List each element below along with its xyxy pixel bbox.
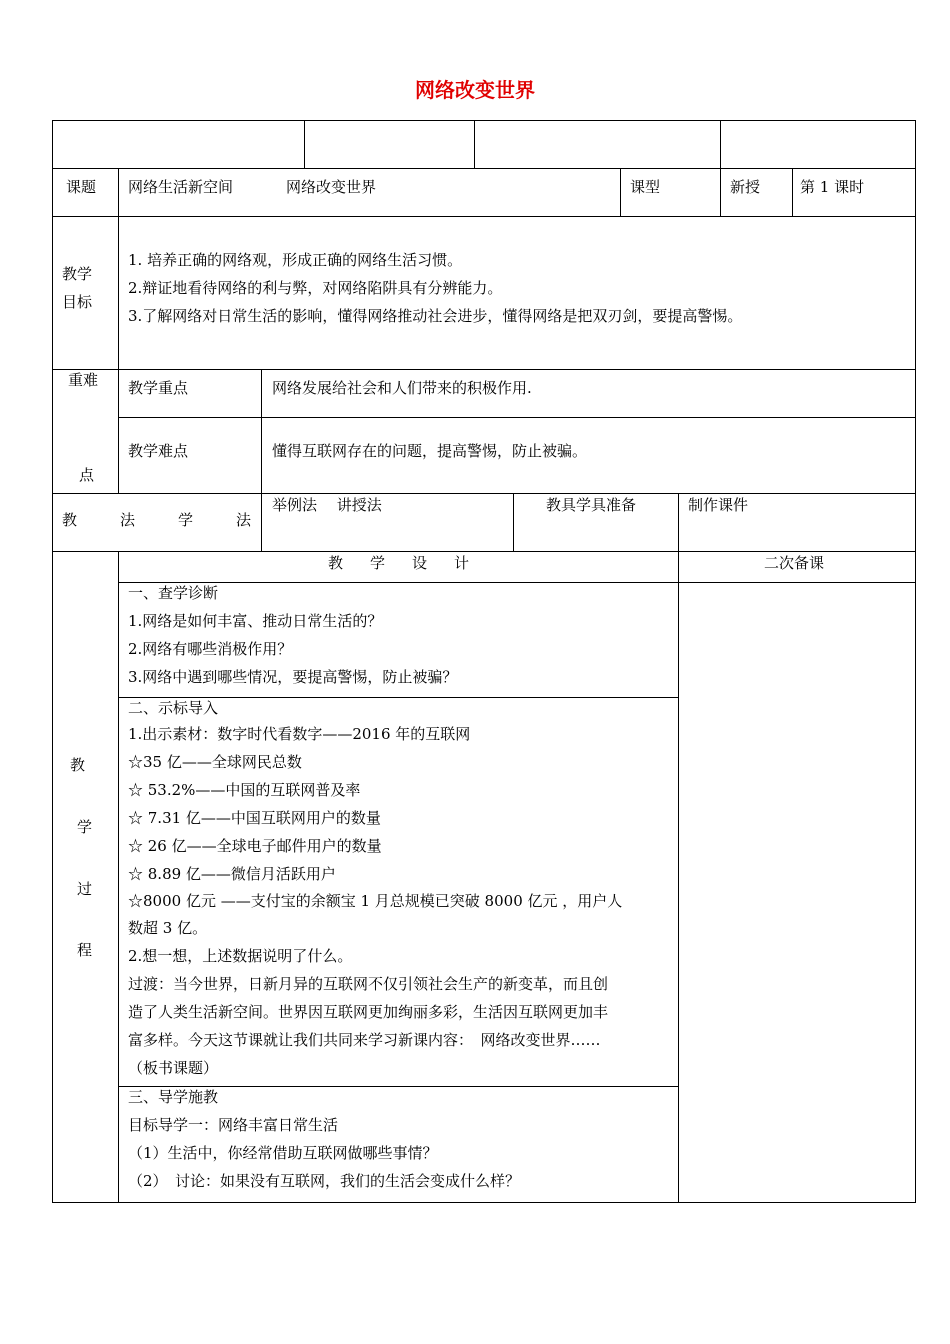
methods-label-char: 教 bbox=[62, 511, 78, 529]
section-line: （1）生活中，你经常借助互联网做哪些事情？ bbox=[128, 1144, 438, 1162]
topic-label: 课题 bbox=[66, 178, 97, 196]
difficulty-label: 教学难点 bbox=[128, 442, 189, 460]
section-line: 1.出示素材：数字时代看数字——2016 年的互联网 bbox=[128, 725, 471, 743]
focus-label: 教学重点 bbox=[128, 379, 189, 397]
section-title: 二、示标导入 bbox=[128, 699, 219, 717]
topic-value: 网络生活新空间 bbox=[128, 178, 234, 196]
objective-item: 1. 培养正确的网络观，形成正确的网络生活习惯。 bbox=[128, 251, 463, 269]
subtopic-value: 网络改变世界 bbox=[286, 178, 377, 196]
backup-header: 二次备课 bbox=[764, 554, 825, 572]
section-line: 1.网络是如何丰富、推动日常生活的？ bbox=[128, 612, 383, 630]
section-title: 一、查学诊断 bbox=[128, 584, 219, 602]
objective-item: 2.辩证地看待网络的利与弊，对网络陷阱具有分辨能力。 bbox=[128, 279, 503, 297]
section-line: 富多样。今天这节课就让我们共同来学习新课内容： 网络改变世界…… bbox=[128, 1031, 601, 1049]
process-label-char: 过 bbox=[77, 880, 93, 898]
methods-label-char: 学 bbox=[178, 511, 194, 529]
design-header-char: 设 bbox=[412, 554, 428, 572]
section-line: ☆ 26 亿——全球电子邮件用户的数量 bbox=[128, 837, 382, 855]
section-line: （板书课题） bbox=[128, 1059, 219, 1077]
lesson-type-value: 新授 bbox=[730, 178, 761, 196]
focus-text: 网络发展给社会和人们带来的积极作用. bbox=[272, 379, 532, 397]
section-line: ☆ 7.31 亿——中国互联网用户的数量 bbox=[128, 809, 381, 827]
design-header-char: 教 bbox=[328, 554, 344, 572]
lesson-type-label: 课型 bbox=[630, 178, 661, 196]
section-line: 2.网络有哪些消极作用？ bbox=[128, 640, 293, 658]
section-line: 目标导学一：网络丰富日常生活 bbox=[128, 1116, 339, 1134]
methods-label-char: 法 bbox=[236, 511, 252, 529]
section-line: 造了人类生活新空间。世界因互联网更加绚丽多彩，生活因互联网更加丰 bbox=[128, 1003, 609, 1021]
key-points-label-line1: 重难 bbox=[68, 371, 99, 389]
section-line: ☆ 8.89 亿——微信月活跃用户 bbox=[128, 865, 336, 883]
objectives-label-line2: 目标 bbox=[62, 293, 93, 311]
page-title: 网络改变世界 bbox=[415, 78, 535, 102]
section-line: 2.想一想，上述数据说明了什么。 bbox=[128, 947, 353, 965]
difficulty-text: 懂得互联网存在的问题，提高警惕，防止被骗。 bbox=[272, 442, 588, 460]
section-line: ☆35 亿——全球网民总数 bbox=[128, 753, 302, 771]
process-label-char: 程 bbox=[77, 941, 93, 959]
section-line: 3.网络中遇到哪些情况，要提高警惕，防止被骗？ bbox=[128, 668, 458, 686]
section-line: ☆ 53.2%——中国的互联网普及率 bbox=[128, 781, 361, 799]
section-line: ☆8000 亿元 ——支付宝的余额宝 1 月总规模已突破 8000 亿元 ，用户人 bbox=[128, 892, 623, 910]
objectives-label-line1: 教学 bbox=[62, 265, 93, 283]
design-header-char: 计 bbox=[454, 554, 470, 572]
methods-value: 举例法 讲授法 bbox=[272, 496, 382, 514]
tools-label: 教具学具准备 bbox=[546, 496, 637, 514]
section-line: 数超 3 亿。 bbox=[128, 919, 208, 937]
tools-value: 制作课件 bbox=[688, 496, 749, 514]
section-line: 过渡：当今世界，日新月异的互联网不仅引领社会生产的新变革，而且创 bbox=[128, 975, 609, 993]
lesson-period: 第 1 课时 bbox=[800, 178, 865, 196]
section-title: 三、导学施教 bbox=[128, 1088, 219, 1106]
objective-item: 3.了解网络对日常生活的影响，懂得网络推动社会进步，懂得网络是把双刃剑，要提高警惕。 bbox=[128, 307, 743, 325]
design-header-char: 学 bbox=[370, 554, 386, 572]
process-label-char: 学 bbox=[77, 818, 93, 836]
section-line: （2） 讨论：如果没有互联网，我们的生活会变成什么样？ bbox=[128, 1172, 521, 1190]
process-label-char: 教 bbox=[70, 756, 86, 774]
key-points-label-line2: 点 bbox=[79, 466, 95, 484]
methods-label-char: 法 bbox=[120, 511, 136, 529]
